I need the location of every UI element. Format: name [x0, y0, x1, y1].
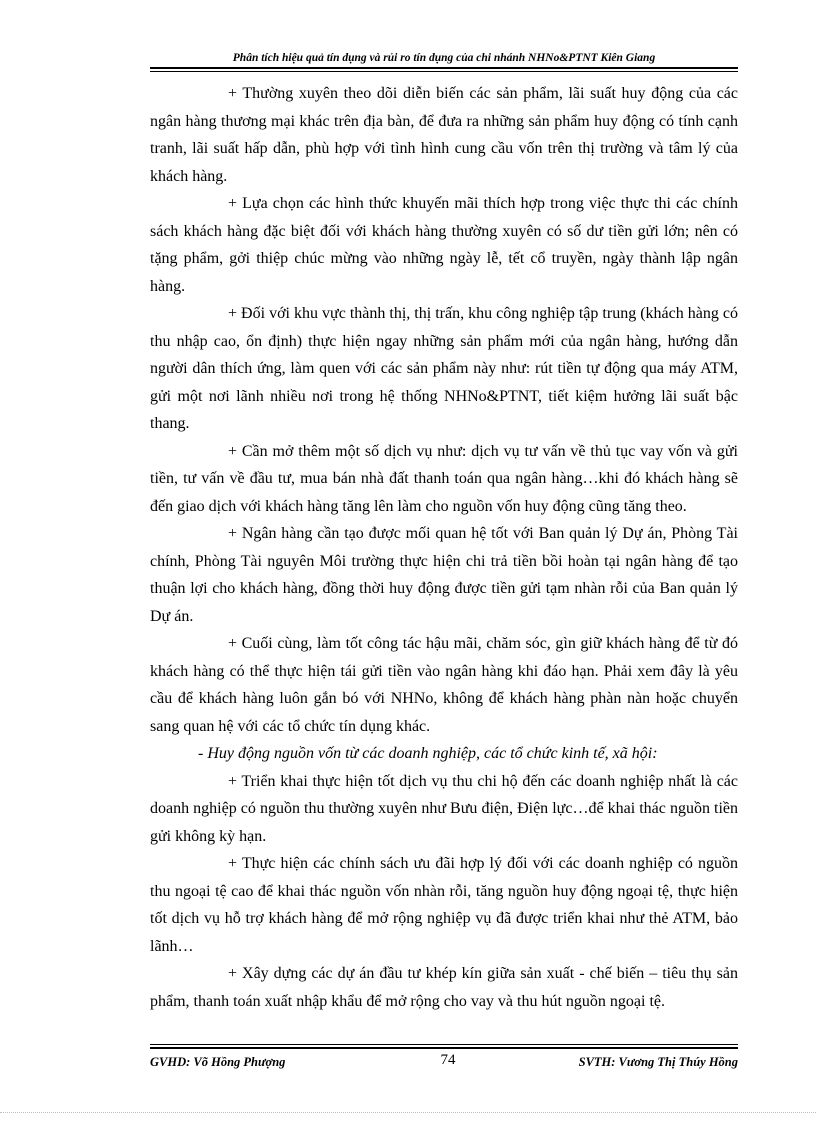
paragraph-after-sales: + Cuối cùng, làm tốt công tác hậu mãi, chăm sóc, gìn giữ khách hàng để từ đó khách hàng có thể thực hiện tái gửi tiền vào ngân hàng khi đáo hạn. Phải xem đây là yêu cầu để khách hàng luôn gắn bó với NHNo, không để khách hàng phàn nàn hoặc chuyển sang quan hệ với các tổ chức tín dụng khác. [150, 635, 738, 735]
page-header: Phân tích hiệu quả tín dụng và rủi ro tín dụng của chi nhánh NHNo&PTNT Kiên Giang [232, 52, 656, 64]
paragraph-closed-projects: + Xây dựng các dự án đầu tư khép kín giữa sản xuất - chế biến – tiêu thụ sản phẩm, thanh toán xuất nhập khẩu để mở rộng cho vay và thu hút nguồn ngoại tệ. [150, 965, 738, 1010]
paragraph-project-relations: + Ngân hàng cần tạo được mối quan hệ tốt với Ban quản lý Dự án, Phòng Tài chính, Phòng Tài nguyên Môi trường thực hiện chi trả tiền bồi hoàn tại ngân hàng để tạo thuận lợi cho khách hàng, đồng thời huy động được tiền gửi tạm nhàn rỗi của Ban quản lý Dự án. [150, 525, 738, 625]
paragraph-promotions: + Lựa chọn các hình thức khuyến mãi thích hợp trong việc thực thi các chính sách khách hàng đặc biệt đối với khách hàng thường xuyên có số dư tiền gửi lớn; nên có tặng phẩm, gởi thiệp chúc mừng vào những ngày lễ, tết cổ truyền, ngày thành lập ngân hàng. [150, 195, 738, 295]
section-heading-enterprise-funding: - Huy động nguồn vốn từ các doanh nghiệp, các tổ chức kinh tế, xã hội: [198, 745, 658, 762]
paragraph-market-monitoring: + Thường xuyên theo dõi diễn biến các sản phẩm, lãi suất huy động của các ngân hàng thương mại khác trên địa bàn, để đưa ra những sản phẩm huy động có tính cạnh tranh, lãi suất hấp dẫn, phù hợp với tình hình cung cầu vốn trên thị trường và tâm lý của khách hàng. [150, 85, 738, 185]
footer-rule-thin [150, 1044, 738, 1045]
footer-rule-thick [150, 1047, 738, 1049]
header-rule-thick [150, 67, 738, 69]
paragraph-urban-products: + Đối với khu vực thành thị, thị trấn, khu công nghiệp tập trung (khách hàng có thu nhập cao, ổn định) thực hiện ngay những sản phẩm mới của ngân hàng, hướng dẫn người dân thích ứng, làm quen với các sản phẩm này như: rút tiền tự động qua máy ATM, gửi một nơi lãnh nhiều nơi trong hệ thống NHNo&PTNT, tiết kiệm hưởng lãi suất bậc thang. [150, 305, 738, 432]
page-number: 74 [440, 1052, 456, 1068]
footer-student: SVTH: Vương Thị Thúy Hồng [578, 1055, 738, 1069]
header-rule-thin [150, 71, 738, 72]
paragraph-collection-services: + Triển khai thực hiện tốt dịch vụ thu chi hộ đến các doanh nghiệp nhất là các doanh nghiệp có nguồn thu thường xuyên như Bưu điện, Điện lực…để khai thác nguồn tiền gửi không kỳ hạn. [150, 772, 738, 845]
page-edge-dotted-line [0, 1112, 816, 1113]
paragraph-additional-services: + Cần mở thêm một số dịch vụ như: dịch vụ tư vấn về thủ tục vay vốn và gửi tiền, tư vấn về đầu tư, mua bán nhà đất thanh toán qua ngân hàng…khi đó khách hàng sẽ đến giao dịch với khách hàng tăng lên làm cho nguồn vốn huy động cũng tăng theo. [150, 442, 738, 515]
footer-advisor: GVHD: Võ Hồng Phượng [150, 1055, 286, 1069]
document-body [150, 80, 738, 1015]
paragraph-preferential-policies: + Thực hiện các chính sách ưu đãi hợp lý đối với các doanh nghiệp có nguồn thu ngoại tệ cao để khai thác nguồn vốn nhàn rỗi, tăng nguồn huy động ngoại tệ, thực hiện tốt dịch vụ hỗ trợ khách hàng để mở rộng nghiệp vụ đã được triển khai như thẻ ATM, bảo lãnh… [150, 855, 738, 955]
